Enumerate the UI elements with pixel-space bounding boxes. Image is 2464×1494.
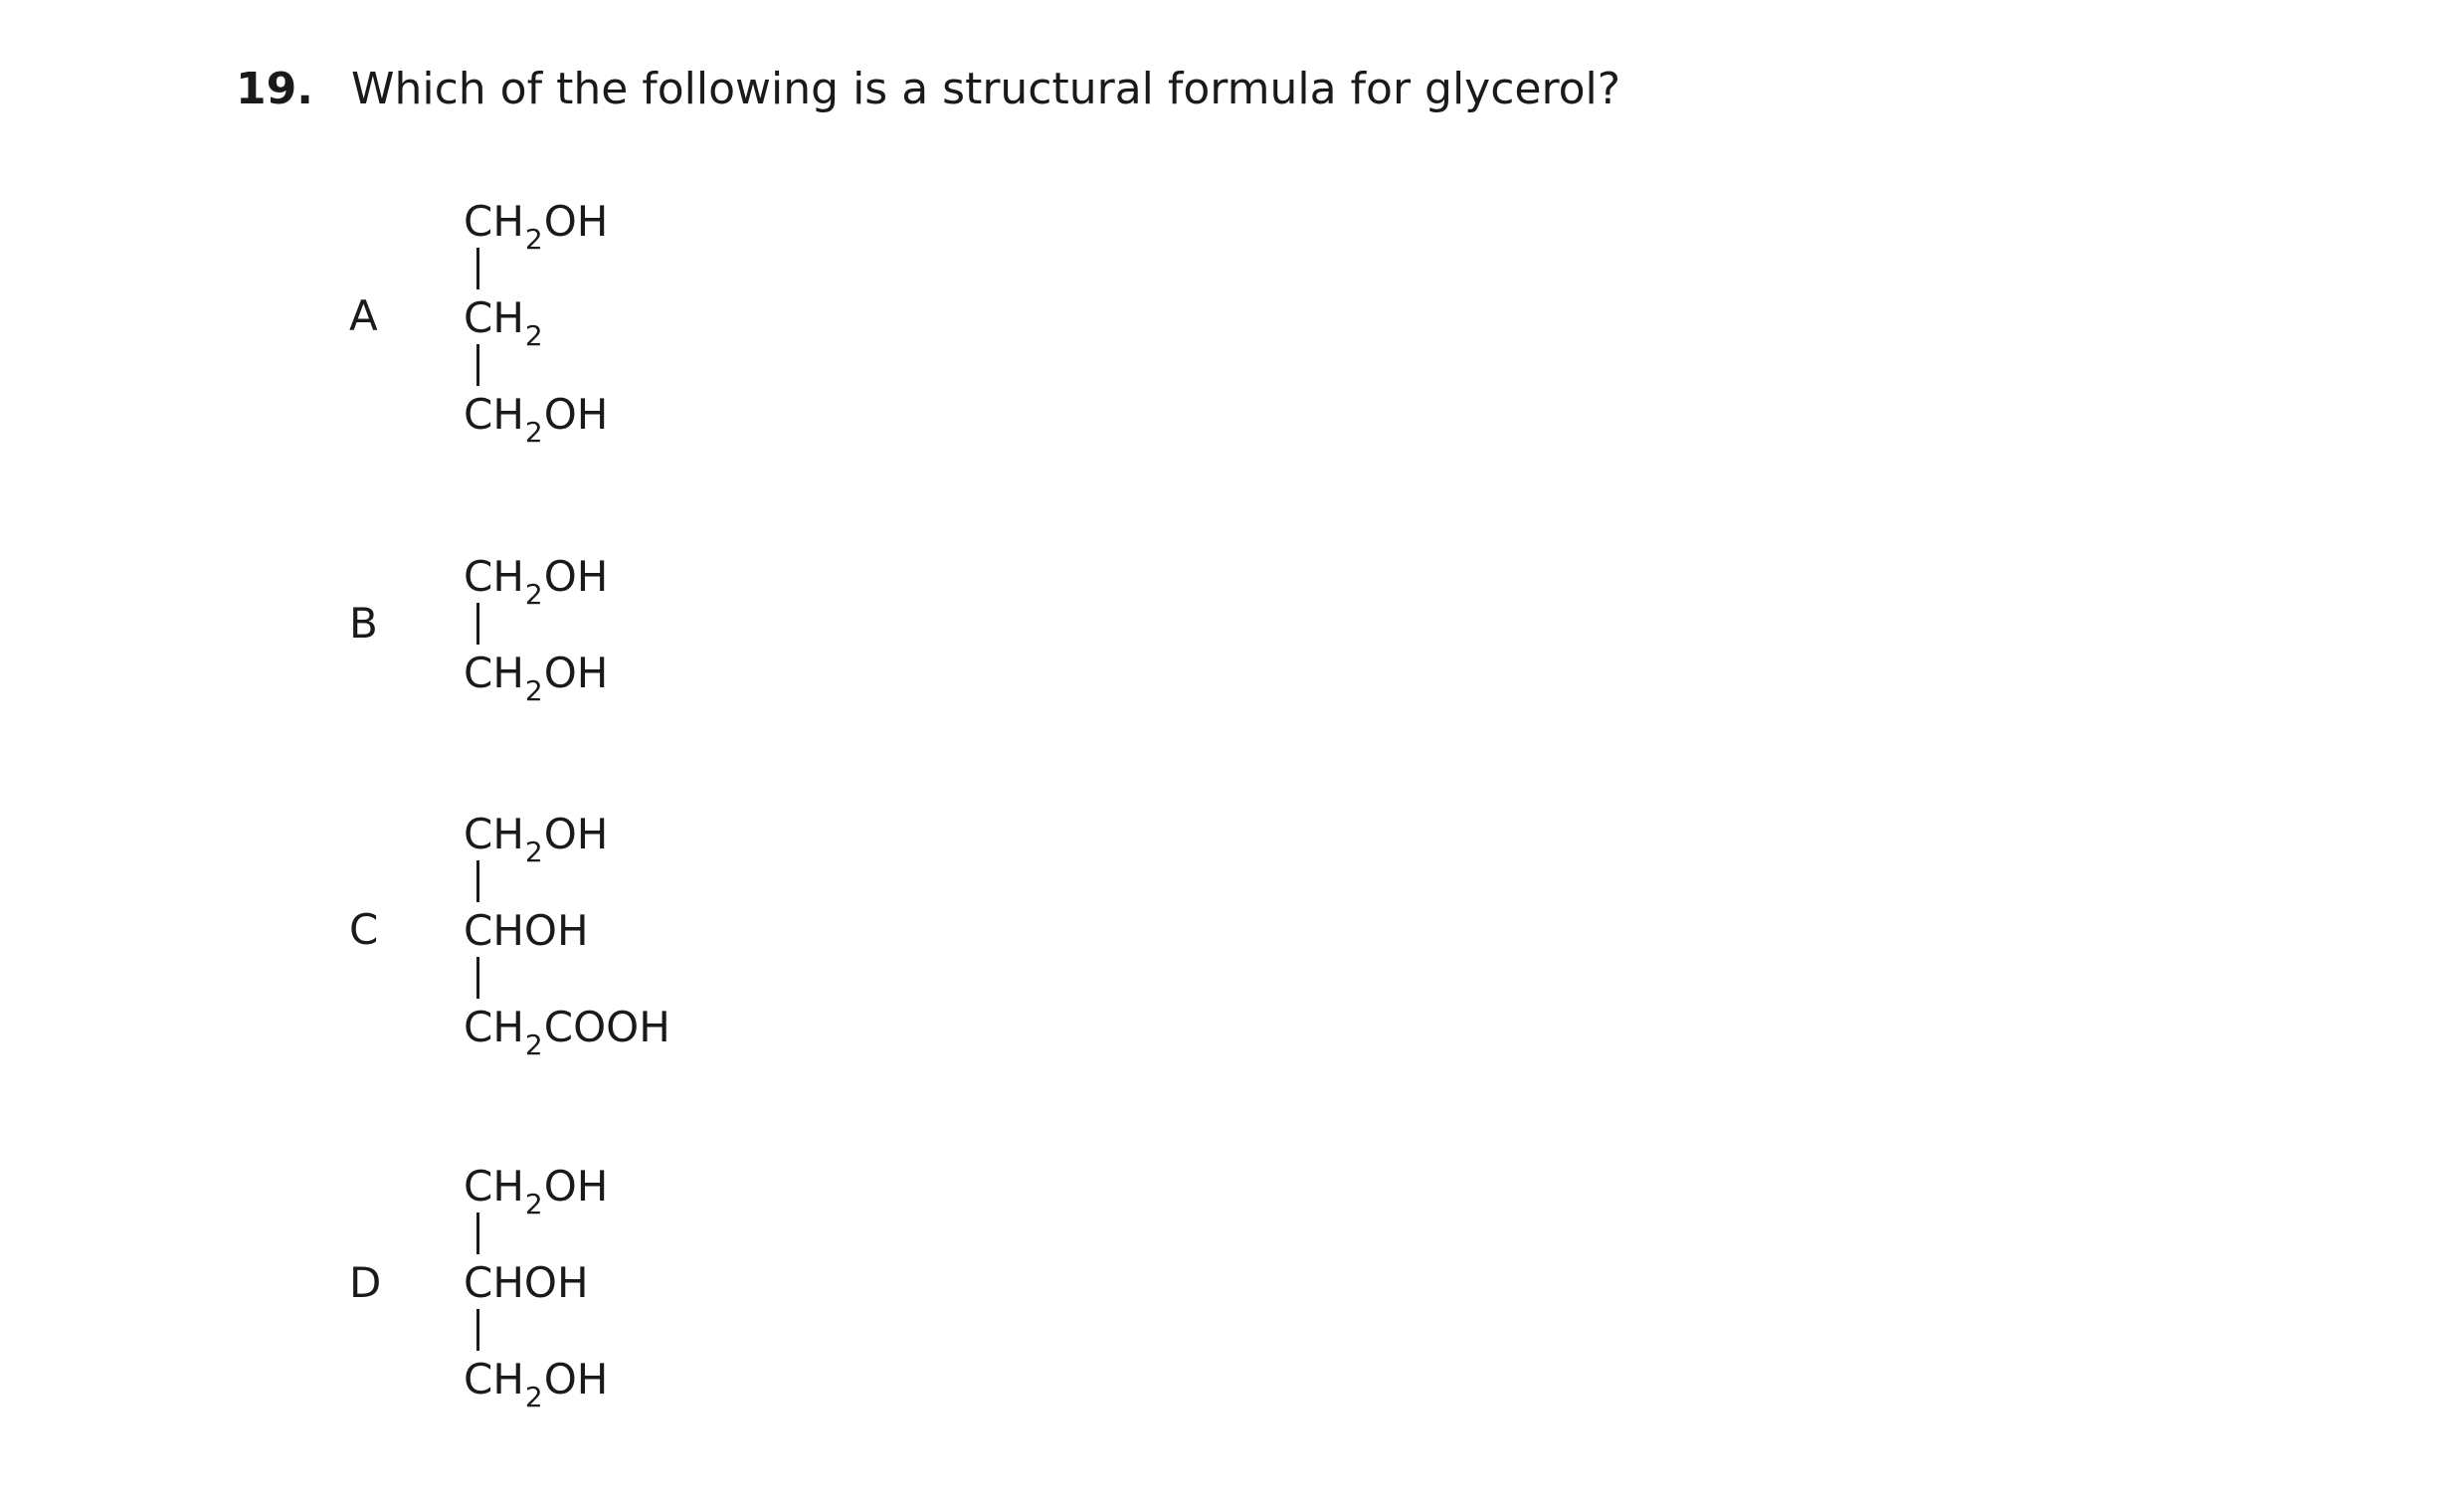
formula-line: $CH_2OH$ — [464, 810, 609, 868]
single-bond — [476, 1213, 479, 1254]
formula-line: $CH_2OH$ — [464, 390, 609, 449]
formula-line: CHOH — [464, 1258, 589, 1307]
formula-line: $CH_2OH$ — [464, 197, 609, 256]
option-letter-a: A — [349, 291, 378, 340]
formula-line: $CH_2OH$ — [464, 1355, 609, 1413]
single-bond — [476, 344, 479, 386]
single-bond — [476, 957, 479, 999]
formula-line: $CH_2COOH$ — [464, 1003, 670, 1061]
formula-line: $CH_2$ — [464, 293, 543, 352]
single-bond — [476, 1309, 479, 1351]
formula-line: $CH_2OH$ — [464, 552, 609, 611]
formula-line: $CH_2OH$ — [464, 1162, 609, 1220]
option-letter-b: B — [349, 599, 378, 648]
option-letter-c: C — [349, 905, 379, 954]
formula-line: CHOH — [464, 906, 589, 955]
question-text: Which of the following is a structural formula for glycerol? — [351, 64, 1621, 114]
question-number: 19. — [236, 64, 313, 114]
single-bond — [476, 860, 479, 902]
single-bond — [476, 603, 479, 645]
single-bond — [476, 248, 479, 289]
option-letter-d: D — [349, 1258, 382, 1307]
formula-line: $CH_2OH$ — [464, 649, 609, 707]
